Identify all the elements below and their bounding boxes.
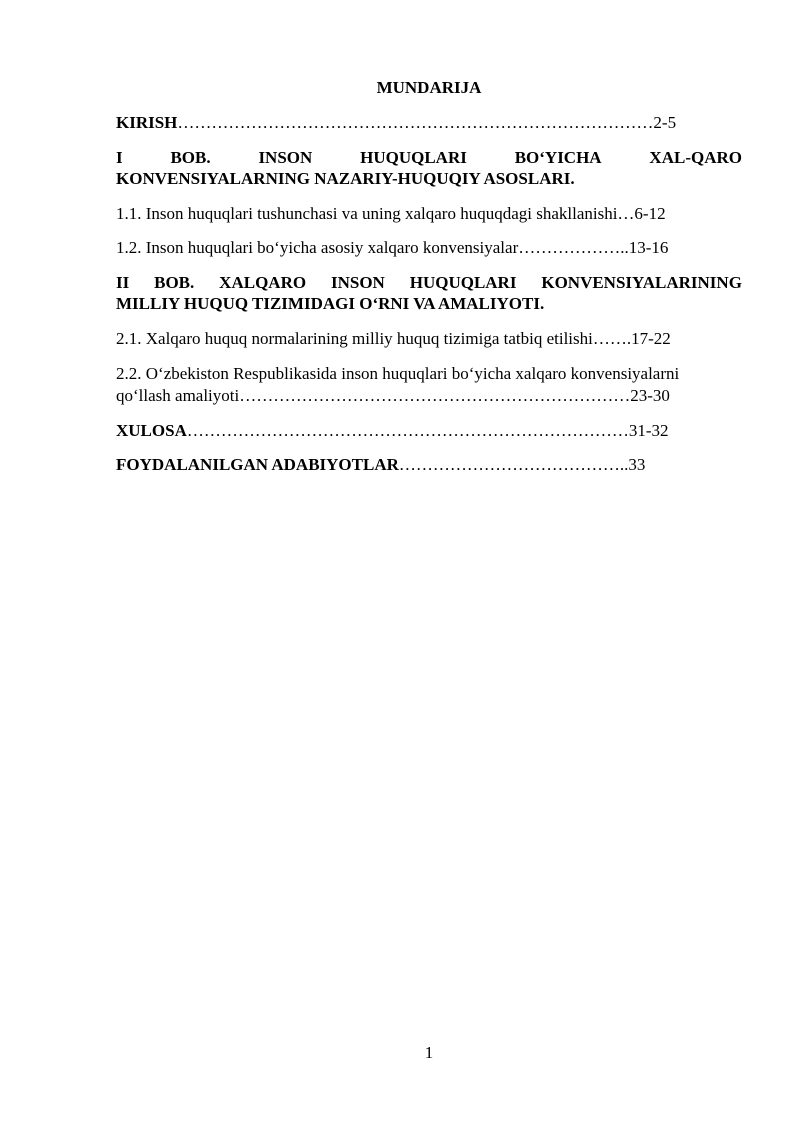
toc-section-2-2-line1: 2.2. O‘zbekiston Respublikasida inson huquqlari bo‘yicha xalqaro konvensiyalarni	[116, 364, 680, 383]
toc-section-1-1: 1.1. Inson huquqlari tushunchasi va uning xalqaro huquqdagi shakllanishi…6-12	[116, 204, 666, 223]
toc-chapter2-word: II	[116, 273, 130, 292]
toc-entry-references-pages: 33	[628, 455, 646, 474]
toc-entry-conclusion-pages: 31-32	[628, 421, 669, 440]
toc-chapter2-word: HUQUQLARI	[409, 273, 517, 292]
toc-chapter1-word: BO‘YICHA	[514, 148, 602, 167]
toc-chapter1-word: BOB.	[170, 148, 211, 167]
toc-entry-references-label: FOYDALANILGAN ADABIYOTLAR	[116, 455, 399, 474]
toc-entry-intro	[116, 113, 742, 133]
toc-entry-intro-pages: 2-5	[653, 113, 677, 132]
toc-section-2-2-line2: qo‘llash amaliyoti……………………………………………………………23-30	[116, 386, 670, 405]
toc-chapter1-word: I	[116, 148, 123, 167]
toc-entry-intro-label: KIRISH	[116, 113, 178, 132]
toc-chapter2-word: BOB.	[154, 273, 195, 292]
toc-entry-references	[116, 455, 742, 475]
toc-section-2-1: 2.1. Xalqaro huquq normalarining milliy huquq tizimiga tatbiq etilishi…….17-22	[116, 329, 671, 348]
toc-entry-conclusion-label: XULOSA	[116, 421, 187, 440]
toc-chapter1-word: INSON	[258, 148, 313, 167]
toc-chapter2-line1	[116, 273, 742, 293]
toc-chapter1-word: XAL-QARO	[649, 148, 742, 167]
toc-chapter1-line1	[116, 148, 742, 168]
toc-chapter1-word: HUQUQLARI	[360, 148, 467, 167]
toc-chapter2-word: KONVENSIYALARINING	[541, 273, 742, 292]
toc-entry-conclusion	[116, 421, 742, 441]
page-number: 1	[424, 1043, 434, 1062]
toc-entry-references-leader: …………………………………..	[398, 455, 629, 474]
toc-entry-intro-leader: …………………………………………………………………………	[177, 113, 654, 132]
toc-chapter2-word: XALQARO	[219, 273, 307, 292]
toc-chapter1-line2: KONVENSIYALARNING NAZARIY-HUQUQIY ASOSLARI.	[116, 169, 575, 188]
toc-chapter2-line2: MILLIY HUQUQ TIZIMIDAGI O‘RNI VA AMALIYOTI.	[116, 294, 545, 313]
toc-chapter2-word: INSON	[330, 273, 385, 292]
toc-entry-conclusion-leader: ……………………………………………………………………	[186, 421, 629, 440]
toc-title: MUNDARIJA	[376, 78, 482, 97]
toc-section-1-2: 1.2. Inson huquqlari bo‘yicha asosiy xalqaro konvensiyalar………………..13-16	[116, 238, 669, 257]
